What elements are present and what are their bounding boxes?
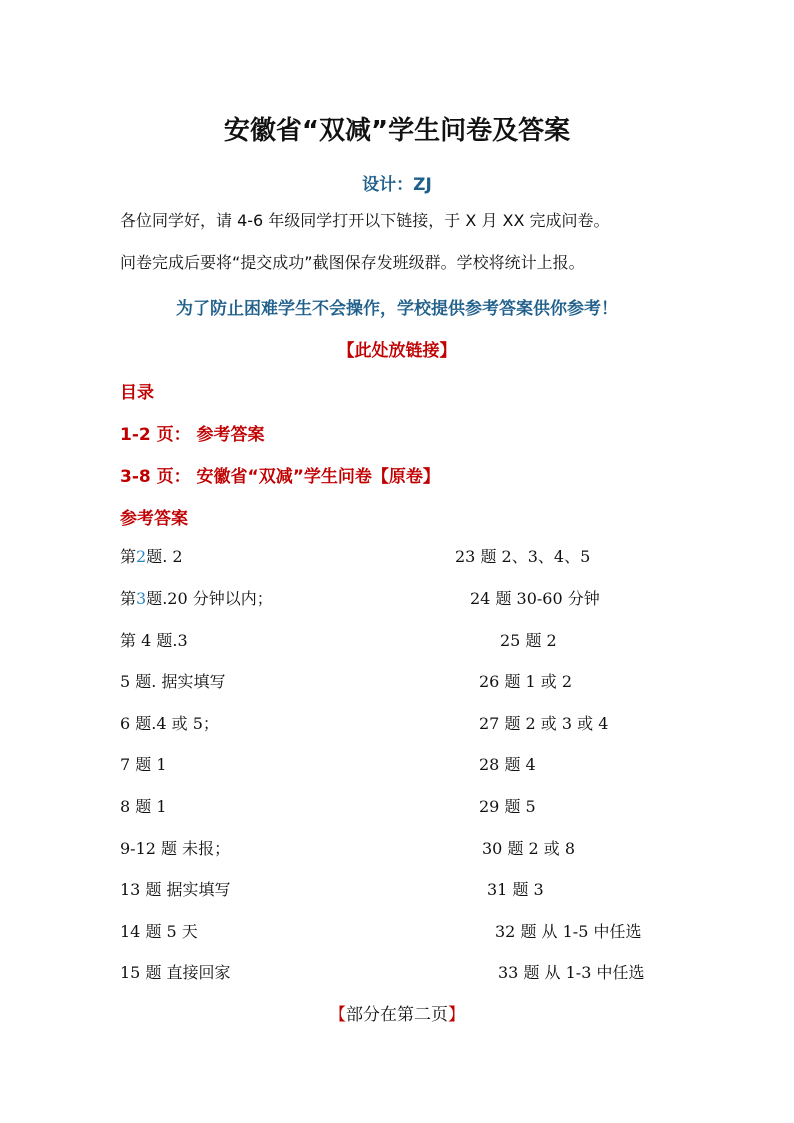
answer-left-9: 13 题 据实填写 (120, 880, 231, 899)
toc-item-original: 3-8 页： 安徽省“双减”学生问卷【原卷】 (120, 467, 440, 487)
toc-item-answers: 1-2 页： 参考答案 (120, 425, 265, 445)
answer-right-5: 27 题 2 或 3 或 4 (479, 714, 609, 733)
link-placeholder: 【此处放链接】 (337, 341, 457, 361)
answer-left-8: 9-12 题 未报； (120, 839, 231, 858)
answer-right-4: 26 题 1 或 2 (479, 672, 573, 691)
answer-left-2 (120, 586, 273, 609)
answer-left-7: 8 题 1 (120, 797, 167, 816)
answer-right-8: 30 题 2 或 8 (482, 839, 576, 858)
answer-prefix: 第 (120, 547, 137, 566)
answer-left-10: 14 题 5 天 (120, 922, 198, 941)
answers-heading: 参考答案 (120, 509, 188, 529)
toc-heading: 目录 (120, 383, 154, 403)
answer-text: 题.20 分钟以内； (146, 589, 273, 608)
document-title: 安徽省“双减”学生问卷及答案 (223, 116, 571, 146)
answer-right-1: 23 题 2、3、4、5 (455, 547, 591, 566)
answer-left-11: 15 题 直接回家 (120, 963, 231, 982)
answer-left-4: 5 题. 据实填写 (120, 672, 226, 691)
answer-text: 题. 2 (146, 547, 183, 566)
footer-bracket-open: 【 (329, 1005, 346, 1025)
answer-left-3: 第 4 题.3 (120, 631, 188, 650)
intro-line-2: 问卷完成后要将“提交成功”截图保存发班级群。学校将统计上报。 (120, 253, 585, 272)
continued-note (0, 1000, 794, 1025)
answer-left-1 (120, 544, 183, 567)
answer-right-11: 33 题 从 1-3 中任选 (498, 963, 645, 982)
answer-prefix: 第 (120, 589, 137, 608)
question-number: 2 (136, 547, 147, 566)
answer-right-7: 29 题 5 (479, 797, 536, 816)
answer-right-2: 24 题 30-60 分钟 (470, 589, 600, 608)
answer-left-5: 6 题.4 或 5； (120, 714, 219, 733)
footer-text: 部分在第二页 (346, 1005, 448, 1025)
question-number: 3 (136, 589, 147, 608)
answer-right-9: 31 题 3 (487, 880, 544, 899)
answer-left-6: 7 题 1 (120, 755, 167, 774)
notice-text: 为了防止困难学生不会操作，学校提供参考答案供你参考！ (176, 299, 618, 319)
designer-credit: 设计：ZJ (362, 175, 432, 195)
answer-right-10: 32 题 从 1-5 中任选 (495, 922, 642, 941)
intro-line-1: 各位同学好，请 4-6 年级同学打开以下链接，于 X 月 XX 完成问卷。 (120, 211, 610, 230)
answer-right-3: 25 题 2 (500, 631, 557, 650)
footer-bracket-close: 】 (448, 1005, 465, 1025)
answer-right-6: 28 题 4 (479, 755, 536, 774)
